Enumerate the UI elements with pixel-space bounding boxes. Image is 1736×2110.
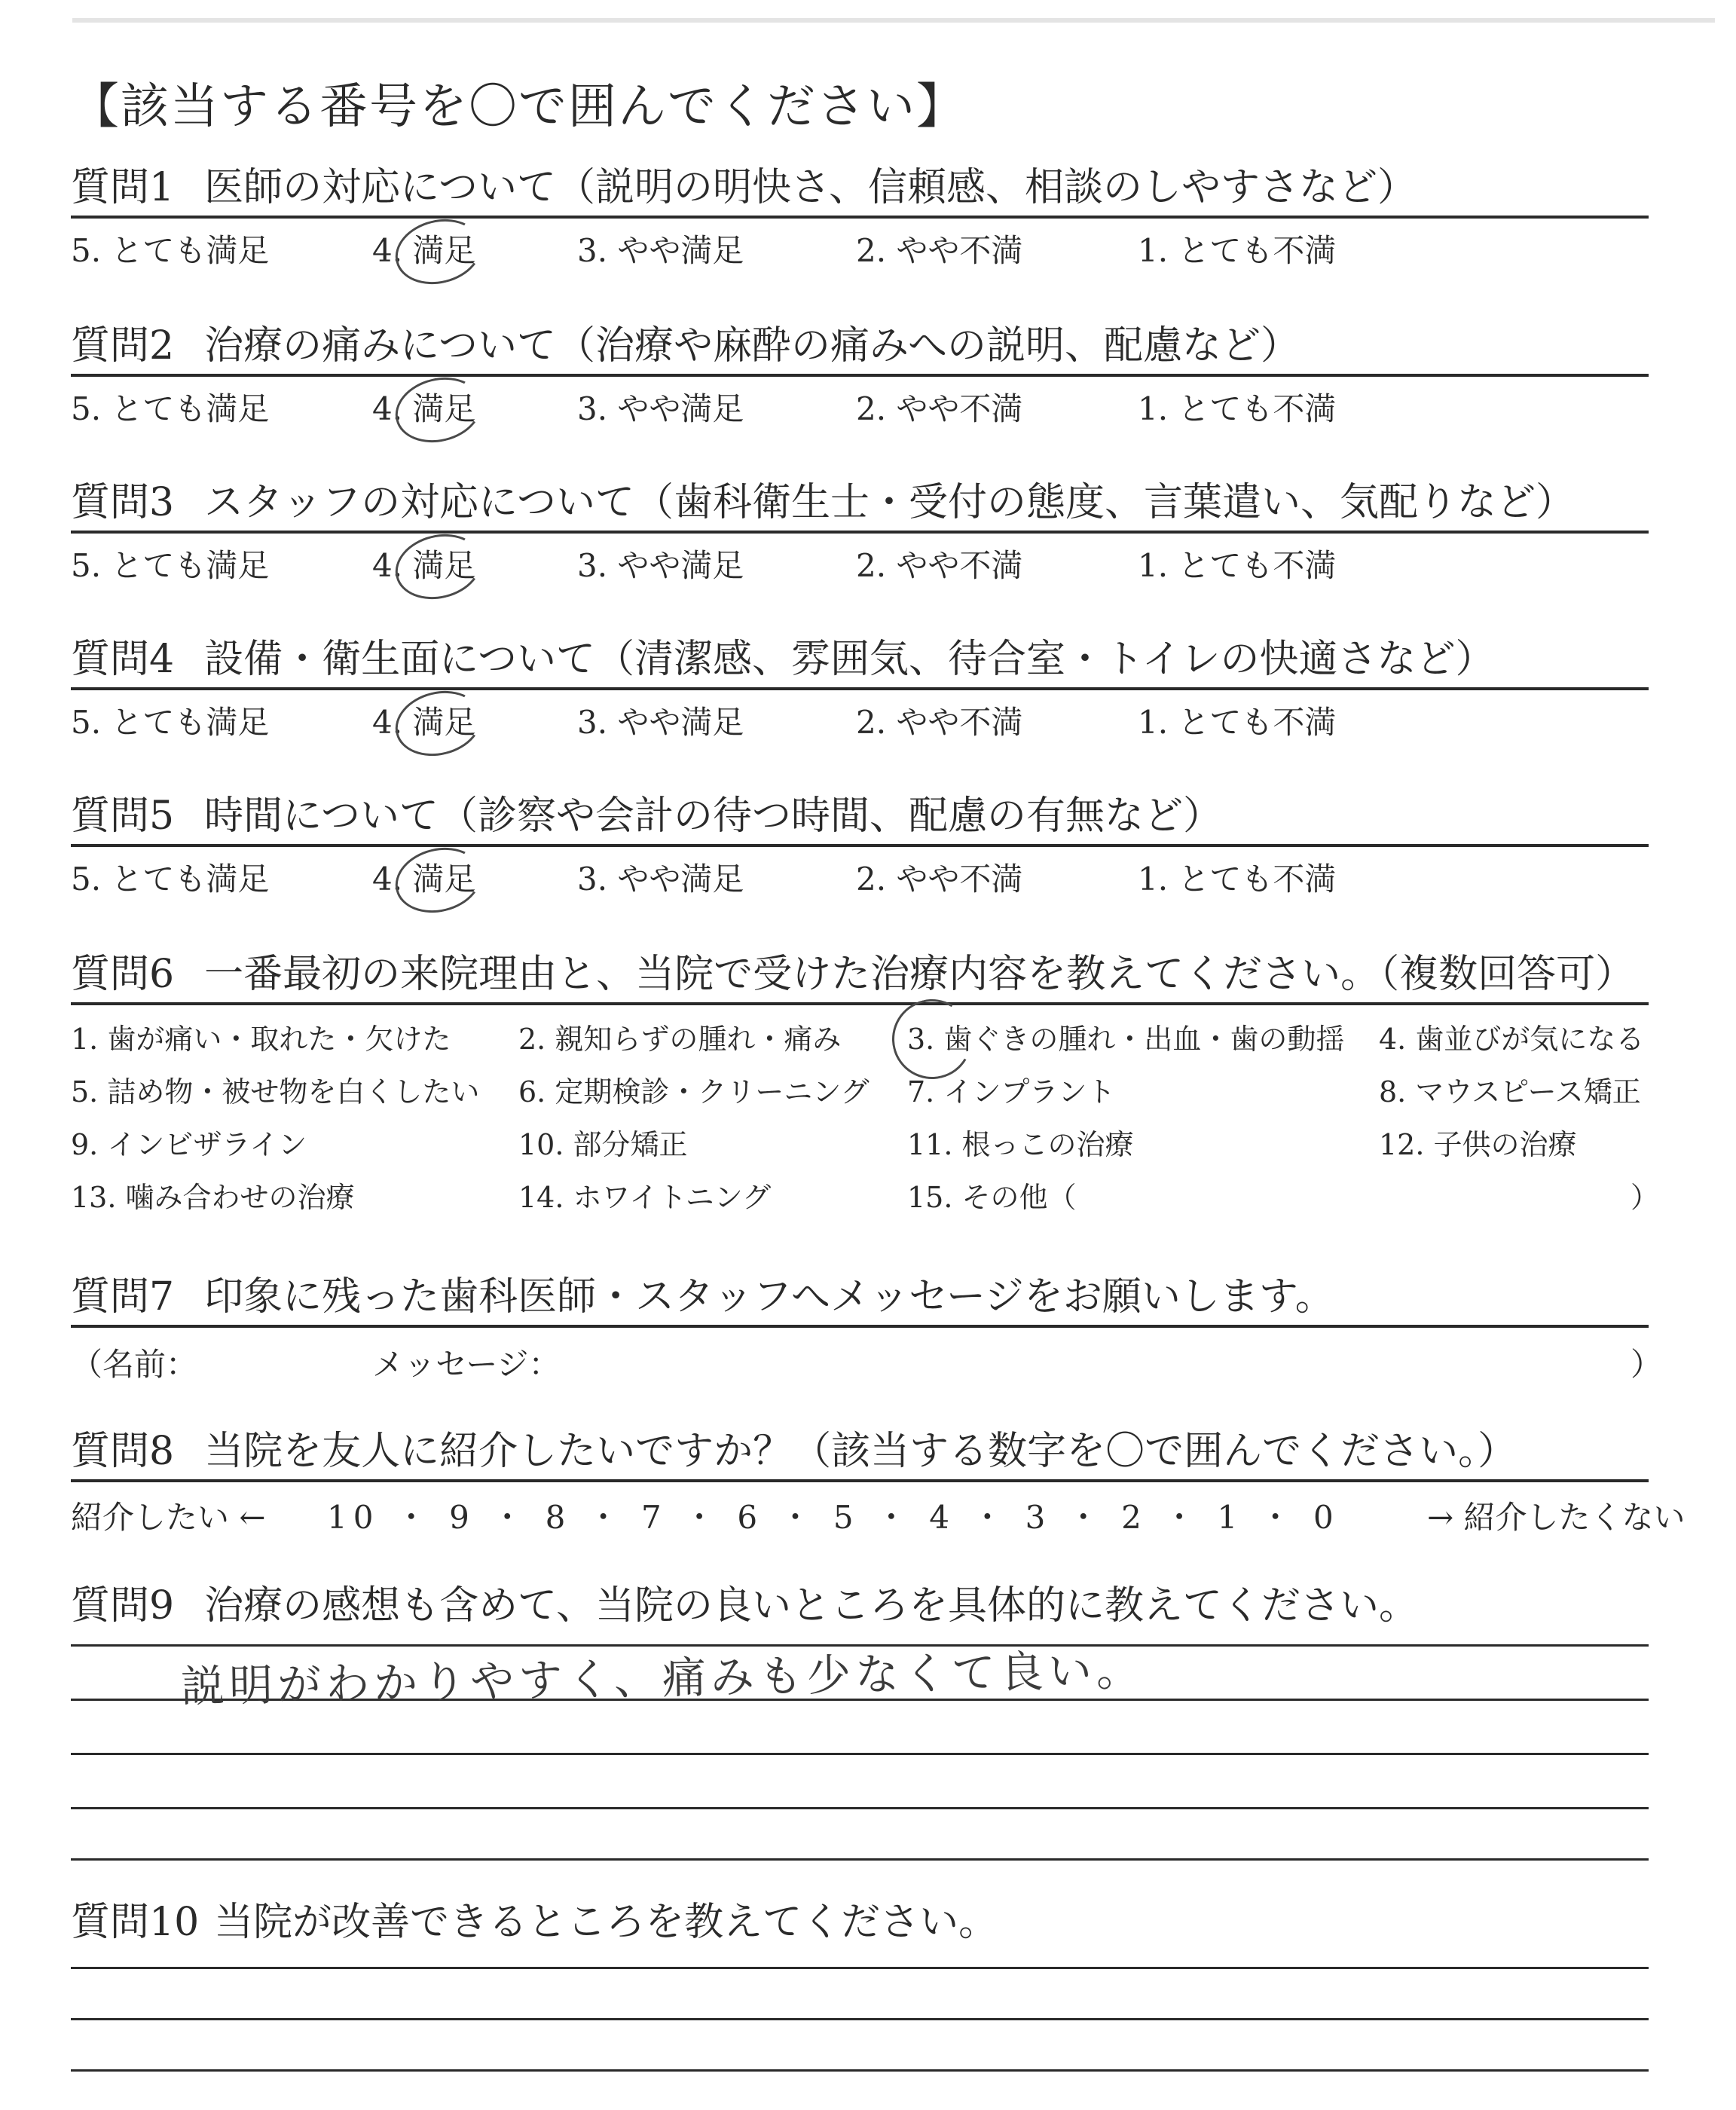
writing-line (71, 1858, 1649, 1861)
question-number: 質問8 (71, 1429, 175, 1474)
writing-line (71, 1967, 1649, 1969)
other-close-paren: ） (1631, 1181, 1660, 1214)
question-number: 質問5 (71, 794, 175, 839)
rating-option[interactable]: 2. やや不満 (856, 232, 1023, 269)
question-title (71, 479, 1649, 526)
rating-option[interactable]: 2. やや不満 (856, 704, 1023, 741)
question-4 (71, 636, 1649, 743)
question-text: 医師の対応について（説明の明快さ、信頼感、相談のしやすさなど） (204, 165, 1417, 210)
scale-left-label: 紹介したい ← (71, 1499, 266, 1536)
rating-option[interactable]: 3. やや満足 (577, 232, 744, 269)
pen-circle-mark (389, 682, 489, 765)
question-number: 質問7 (71, 1274, 175, 1320)
question-title (71, 323, 1649, 369)
rating-options (71, 226, 1649, 271)
question-title (71, 164, 1649, 211)
recommend-scale (71, 1493, 1686, 1538)
question-number: 質問4 (71, 637, 175, 682)
question-text: 時間について（診察や会計の待つ時間、配慮の有無など） (204, 794, 1223, 839)
question-text: 当院が改善できるところを教えてください。 (214, 1900, 998, 1945)
q6-option[interactable]: 8. マウスピース矯正 (1379, 1075, 1641, 1109)
handwritten-answer: 説明がわかりやすく、痛みも少なくて良い。 (180, 1644, 1145, 1713)
writing-line (71, 2018, 1649, 2020)
rating-option[interactable]: 3. やや満足 (577, 704, 744, 741)
rating-option[interactable]: 3. やや満足 (577, 547, 744, 584)
question-text: 治療の感想も含めて、当院の良いところを具体的に教えてください。 (204, 1583, 1419, 1628)
question-number: 質問2 (71, 323, 175, 368)
question-rule (71, 216, 1649, 219)
question-text: 設備・衛生面について（清潔感、雰囲気、待合室・トイレの快適さなど） (204, 637, 1495, 682)
question-rule (71, 1325, 1649, 1328)
message-label: メッセージ： (372, 1346, 561, 1383)
question-title (71, 1582, 1649, 1629)
rating-option[interactable]: 1. とても不満 (1138, 704, 1337, 741)
pen-circle-mark (389, 839, 489, 922)
rating-option[interactable]: 4. 満足 (372, 861, 476, 898)
rating-option[interactable]: 1. とても不満 (1138, 861, 1337, 898)
rating-option[interactable]: 1. とても不満 (1138, 390, 1337, 427)
q6-option[interactable]: 14. ホワイトニング (518, 1181, 772, 1214)
question-1 (71, 164, 1649, 271)
question-rule (71, 1479, 1649, 1482)
question-title (71, 793, 1649, 839)
scale-numbers: 10 ・ 9 ・ 8 ・ 7 ・ 6 ・ 5 ・ 4 ・ 3 ・ 2 ・ 1 ・ 0 (327, 1499, 1340, 1536)
question-number: 質問6 (71, 952, 175, 997)
rating-options (71, 384, 1649, 430)
rating-option[interactable]: 5. とても満足 (71, 704, 270, 741)
rating-option[interactable]: 4. 満足 (372, 390, 476, 427)
question-rule (71, 531, 1649, 534)
question-number: 質問9 (71, 1583, 175, 1628)
q6-option[interactable]: 5. 詰め物・被せ物を白くしたい (71, 1075, 480, 1109)
question-rule (71, 374, 1649, 377)
rating-option[interactable]: 5. とても満足 (71, 861, 270, 898)
rating-option[interactable]: 1. とても不満 (1138, 232, 1337, 269)
rating-option[interactable]: 5. とても満足 (71, 547, 270, 584)
question-5 (71, 793, 1649, 900)
q6-option[interactable]: 3. 歯ぐきの腫れ・出血・歯の動揺 (907, 1023, 1345, 1056)
q6-option[interactable]: 13. 噛み合わせの治療 (71, 1181, 355, 1214)
q6-option[interactable]: 2. 親知らずの腫れ・痛み (518, 1023, 842, 1056)
question-9 (71, 1582, 1649, 1629)
q6-option[interactable]: 7. インプラント (907, 1075, 1116, 1109)
question-title (71, 636, 1649, 683)
question-title (71, 1428, 1649, 1475)
scale-right-label: → 紹介したくない (1427, 1499, 1686, 1536)
question-text: 治療の痛みについて（治療や麻酔の痛みへの説明、配慮など） (204, 323, 1300, 368)
close-paren: ） (1631, 1346, 1663, 1383)
question-rule (71, 844, 1649, 847)
rating-option[interactable]: 1. とても不満 (1138, 547, 1337, 584)
question-number: 質問1 (71, 165, 175, 210)
question-text: 当院を友人に紹介したいですか？（該当する数字を〇で囲んでください。） (204, 1429, 1517, 1474)
q6-option[interactable]: 12. 子供の治療 (1379, 1128, 1577, 1161)
question-rule (71, 1002, 1649, 1005)
question-text: スタッフの対応について（歯科衛生士・受付の態度、言葉遣い、気配りなど） (204, 480, 1576, 525)
question-7 (71, 1274, 1663, 1385)
writing-line (71, 1753, 1649, 1755)
rating-option[interactable]: 2. やや不満 (856, 547, 1023, 584)
question-title (71, 1899, 1649, 1946)
question-8 (71, 1428, 1686, 1538)
rating-options (71, 541, 1649, 586)
rating-option[interactable]: 4. 満足 (372, 547, 476, 584)
q6-option[interactable]: 1. 歯が痛い・取れた・欠けた (71, 1023, 451, 1056)
rating-option[interactable]: 3. やや満足 (577, 861, 744, 898)
pen-circle-mark (389, 525, 489, 608)
question-text: 一番最初の来院理由と、当院で受けた治療内容を教えてください。（複数回答可） (204, 952, 1635, 997)
rating-options (71, 698, 1649, 743)
name-label: （名前： (71, 1346, 198, 1383)
question-title (71, 951, 1649, 998)
pen-circle-mark (389, 368, 489, 451)
rating-option[interactable]: 2. やや不満 (856, 861, 1023, 898)
q6-option[interactable]: 6. 定期検診・クリーニング (518, 1075, 870, 1109)
question-3 (71, 479, 1649, 586)
question-text: 印象に残った歯科医師・スタッフへメッセージをお願いします。 (204, 1274, 1334, 1320)
question-rule (71, 687, 1649, 690)
q6-options-grid (71, 1016, 1660, 1234)
question-number: 質問3 (71, 480, 175, 525)
rating-option[interactable]: 3. やや満足 (577, 390, 744, 427)
rating-option[interactable]: 4. 満足 (372, 704, 476, 741)
rating-option[interactable]: 5. とても満足 (71, 390, 270, 427)
rating-options (71, 855, 1649, 900)
rating-option[interactable]: 2. やや不満 (856, 390, 1023, 427)
q6-option[interactable]: 9. インビザライン (71, 1128, 307, 1161)
pen-circle-mark (389, 210, 489, 293)
question-6 (71, 951, 1660, 1234)
writing-line (71, 2069, 1649, 2072)
rating-option[interactable]: 4. 満足 (372, 232, 476, 269)
writing-line (71, 1807, 1649, 1809)
scan-top-edge (72, 18, 1715, 23)
question-title (71, 1274, 1649, 1320)
question-2 (71, 323, 1649, 430)
q6-option[interactable]: 10. 部分矯正 (518, 1128, 688, 1161)
question-number: 質問10 (71, 1900, 200, 1945)
q7-answer-line (71, 1340, 1663, 1385)
q6-option[interactable]: 11. 根っこの治療 (907, 1128, 1134, 1161)
rating-option[interactable]: 5. とても満足 (71, 232, 270, 269)
q6-option[interactable]: 15. その他（ (907, 1181, 1077, 1214)
form-header: 【該当する番号を〇で囲んでください】 (71, 79, 966, 135)
q6-option[interactable]: 4. 歯並びが気になる (1379, 1023, 1645, 1056)
question-10 (71, 1899, 1649, 1946)
